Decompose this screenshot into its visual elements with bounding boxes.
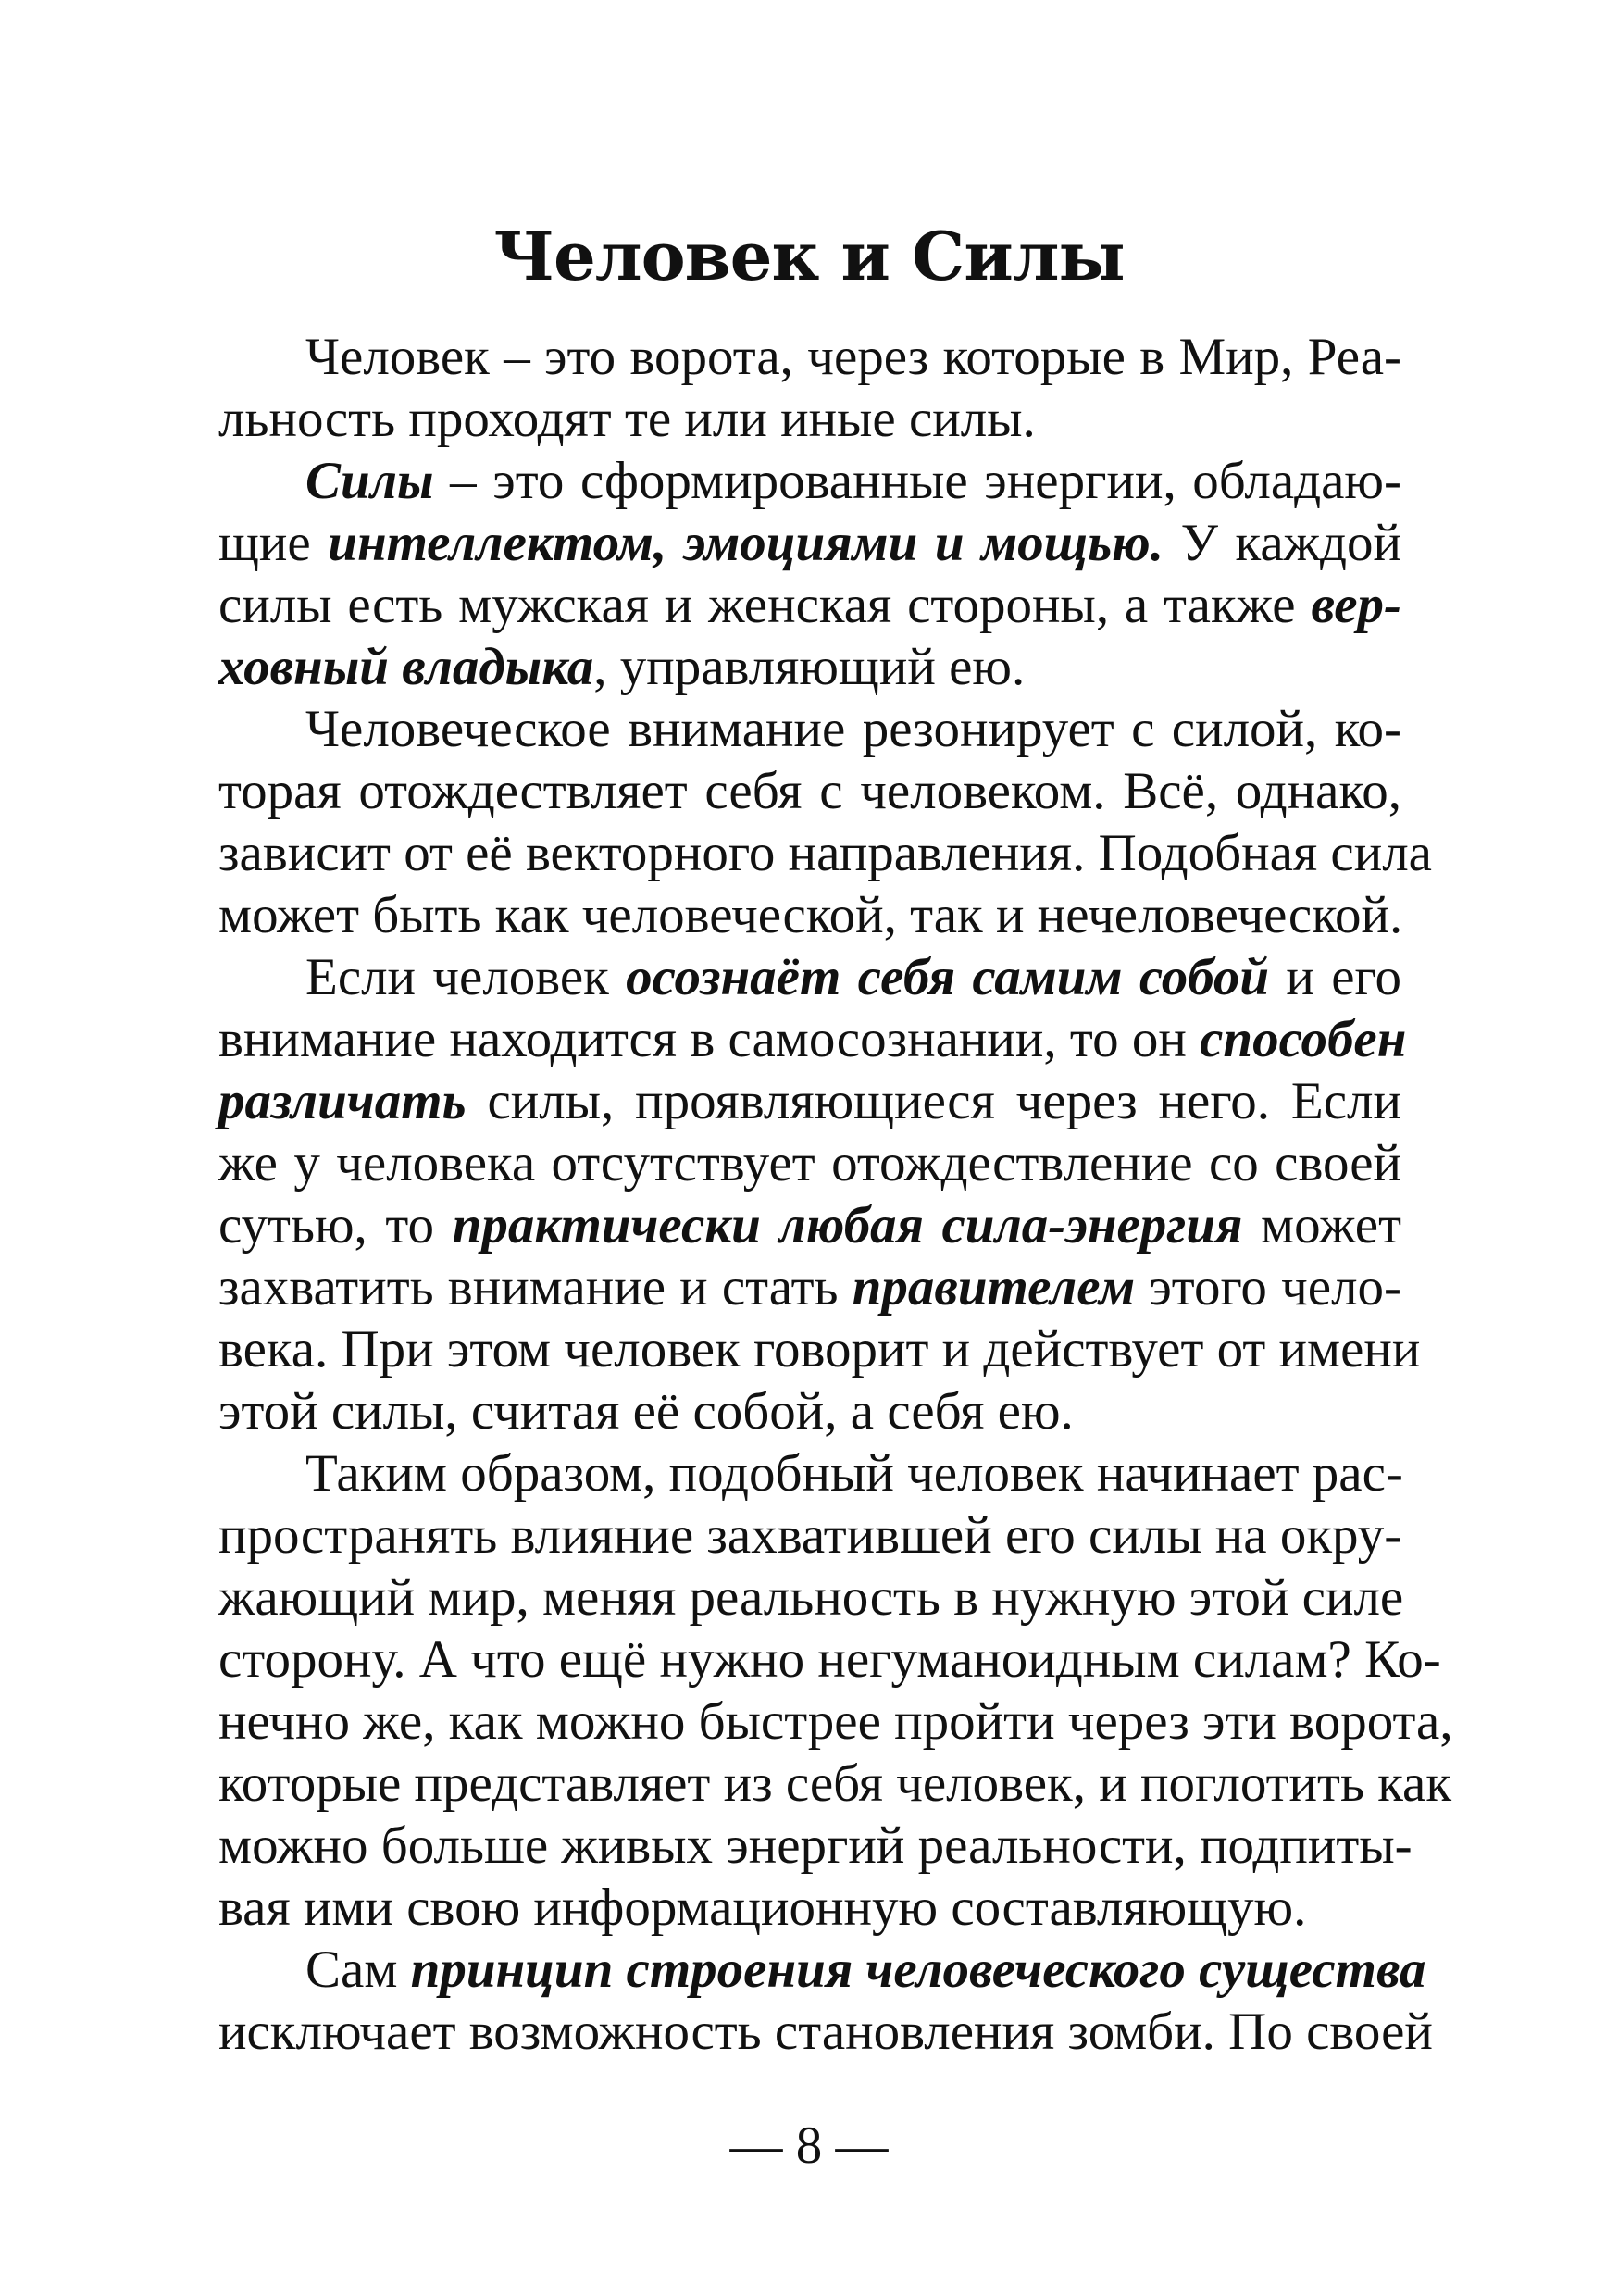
text-line: этой силы, считая её собой, а себя ею. xyxy=(218,1382,1074,1441)
emphasis: практически любая сила-энергия xyxy=(452,1196,1243,1254)
text-line: пространять влияние захватившей его силы на окру- xyxy=(218,1506,1402,1565)
emphasis: осознаёт себя самим собой xyxy=(626,948,1270,1006)
emphasis: различать xyxy=(218,1072,467,1130)
text-line: исключает возможность становления зомби. По своей xyxy=(218,2003,1433,2061)
text-line: жающий мир, меняя реальность в нужную этой силе xyxy=(218,1568,1404,1627)
text-line: различать силы, проявляющиеся через него. Если xyxy=(218,1072,1401,1130)
text-line: зависит от её векторного направления. Подобная сила xyxy=(218,824,1432,882)
text-line: щие интеллектом, эмоциями и мощью. У каждой xyxy=(218,514,1402,572)
emphasis: принцип строения человеческого существа xyxy=(410,1940,1426,1999)
emphasis: интеллектом, эмоциями и мощью. xyxy=(328,514,1164,572)
text-line: льность проходят те или иные силы. xyxy=(218,390,1036,448)
emphasis: ховный владыка xyxy=(218,638,594,696)
emphasis: правителем xyxy=(852,1258,1136,1316)
body-text xyxy=(218,326,1453,2063)
emphasis: вер- xyxy=(1311,576,1401,634)
text-line: сторону. А что ещё нужно негуманоидным силам? Ко- xyxy=(218,1630,1441,1689)
text-line: может быть как человеческой, так и нечеловеческой. xyxy=(218,886,1403,944)
text-line: Силы – это сформированные энергии, обладаю- xyxy=(305,452,1401,510)
emphasis: способен xyxy=(1200,1010,1407,1068)
text-line: Сам принцип строения человеческого существа xyxy=(305,1940,1426,1999)
text-line: Человек – это ворота, через которые в Мир, Реа- xyxy=(305,328,1401,386)
text-line: ховный владыка, управляющий ею. xyxy=(218,638,1026,696)
text-line: сутью, то практически любая сила-энергия может xyxy=(218,1196,1402,1254)
text-line: силы есть мужская и женская стороны, а также вер- xyxy=(218,576,1401,634)
text-line: вая ими свою информационную составляющую. xyxy=(218,1878,1307,1937)
text-line: Таким образом, подобный человек начинает рас- xyxy=(305,1444,1403,1503)
text-line: которые представляет из себя человек, и поглотить как xyxy=(218,1754,1452,1813)
text-line: Если человек осознаёт себя самим собой и его xyxy=(305,948,1401,1006)
text-line: нечно же, как можно быстрее пройти через эти ворота, xyxy=(218,1692,1453,1751)
text-line: торая отождествляет себя с человеком. Всё, однако, xyxy=(218,762,1401,820)
text-line: захватить внимание и стать правителем этого чело- xyxy=(218,1258,1401,1316)
page-title: Человек и Силы xyxy=(493,217,1125,295)
text-line: же у человека отсутствует отождествление со своей xyxy=(218,1134,1401,1192)
text-line: века. При этом человек говорит и действует от имени xyxy=(218,1320,1421,1379)
text-line: Человеческое внимание резонирует с силой, ко- xyxy=(305,700,1401,758)
page-number: — 8 — xyxy=(729,2116,889,2175)
text-line: можно больше живых энергий реальности, подпиты- xyxy=(218,1816,1413,1875)
emphasis: Силы xyxy=(305,452,434,510)
text-line: внимание находится в самосознании, то он способен xyxy=(218,1010,1407,1068)
